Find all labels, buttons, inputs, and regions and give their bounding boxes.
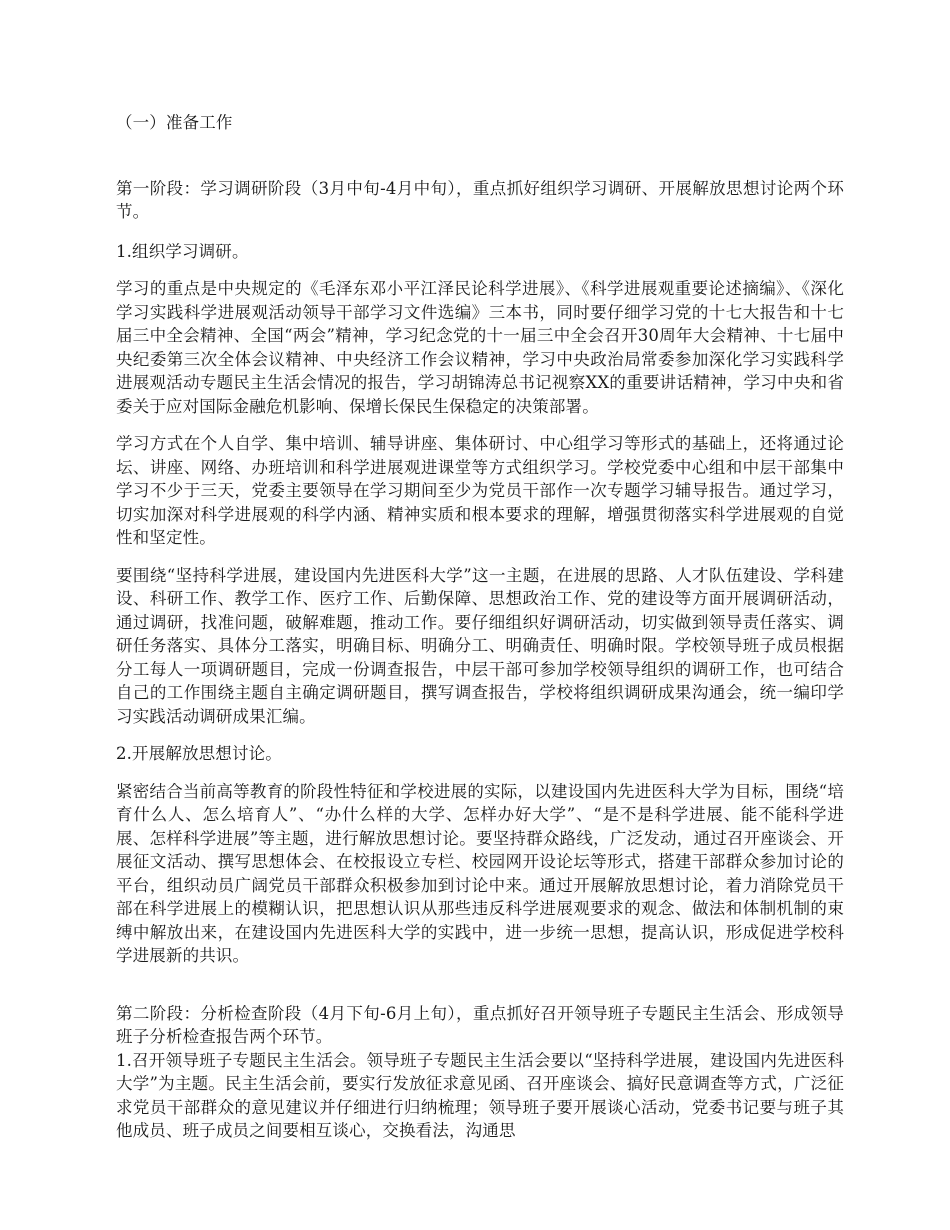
stage1-title: 第一阶段：学习调研阶段（3月中旬-4月中旬），重点抓好组织学习调研、开展解放思想讨论两个环节。 xyxy=(116,178,844,221)
stage2-item1-paragraph-1: 1.召开领导班子专题民主生活会。领导班子专题民主生活会要以“坚持科学进展，建设国内先进医科大学”为主题。民主生活会前，要实行发放征求意见函、召开座谈会、搞好民意调查等方式，广泛征求党员干部群众的意见建议并仔细进行归纳梳理；领导班子要开展谈心活动，党委书记要与班子其他成员、班子成员之间要相互谈心，交换看法，沟通思 xyxy=(116,1050,844,1140)
stage1-item2-paragraph-1: 紧密结合当前高等教育的阶段性特征和学校进展的实际，以建设国内先进医科大学为目标，围绕“培育什么人、怎么培育人”、“办什么样的大学、怎样办好大学”、“是不是科学进展、能不能科学进展、怎样科学进展”等主题，进行解放思想讨论。要坚持群众路线，广泛发动，通过召开座谈会、开展征文活动、撰写思想体会、在校报设立专栏、校园网开设论坛等形式，搭建干部群众参加讨论的平台，组织动员广阔党员干部群众积极参加到讨论中来。通过开展解放思想讨论，着力消除党员干部在科学进展上的模糊认识，把思想认识从那些违反科学进展观要求的观念、做法和体制机制的束缚中解放出来，在建设国内先进医科大学的实践中，进一步统一思想，提高认识，形成促进学校科学进展新的共识。 xyxy=(116,781,844,965)
section-heading: （一）准备工作 xyxy=(116,113,233,132)
document-body xyxy=(116,111,844,1143)
stage1-item1-paragraph-2: 学习方式在个人自学、集中培训、辅导讲座、集体研讨、中心组学习等形式的基础上，还将通过论坛、讲座、网络、办班培训和科学进展观进课堂等方式组织学习。学校党委中心组和中层干部集中学习不少于三天，党委主要领导在学习期间至少为党员干部作一次专题学习辅导报告。通过学习，切实加深对科学进展观的科学内涵、精神实质和根本要求的理解，增强贯彻落实科学进展观的自觉性和坚定性。 xyxy=(116,434,844,547)
stage1-item1-paragraph-3: 要围绕“坚持科学进展，建设国内先进医科大学”这一主题，在进展的思路、人才队伍建设、学科建设、科研工作、教学工作、医疗工作、后勤保障、思想政治工作、党的建设等方面开展调研活动，通过调研，找准问题，破解难题，推动工作。要仔细组织好调研活动，切实做到领导责任落实、调研任务落实、具体分工落实，明确目标、明确分工、明确责任、明确时限。学校领导班子成员根据分工每人一项调研题目，完成一份调查报告，中层干部可参加学校领导组织的调研工作，也可结合自己的工作围绕主题自主确定调研题目，撰写调查报告，学校将组织调研成果沟通会，统一编印学习实践活动调研成果汇编。 xyxy=(116,565,844,726)
stage2-title: 第二阶段：分析检查阶段（4月下旬-6月上旬），重点抓好召开领导班子专题民主生活会、形成领导班子分析检查报告两个环节。 xyxy=(116,1003,844,1046)
stage1-item1-paragraph-1: 学习的重点是中央规定的《毛泽东邓小平江泽民论科学进展》、《科学进展观重要论述摘编》、《深化学习实践科学进展观活动领导干部学习文件选编》三本书，同时要仔细学习党的十七大报告和十七届三中全会精神、全国“两会”精神，学习纪念党的十一届三中全会召开30周年大会精神、十七届中央纪委第三次全体会议精神、中央经济工作会议精神，学习中央政治局常委参加深化学习实践科学进展观活动专题民主生活会情况的报告，学习胡锦涛总书记视察XX的重要讲话精神，学习中央和省委关于应对国际金融危机影响、保增长保民生保稳定的决策部署。 xyxy=(116,279,844,416)
stage1-item2-title: 2.开展解放思想讨论。 xyxy=(116,744,282,763)
stage1-item1-title: 1.组织学习调研。 xyxy=(116,241,249,261)
